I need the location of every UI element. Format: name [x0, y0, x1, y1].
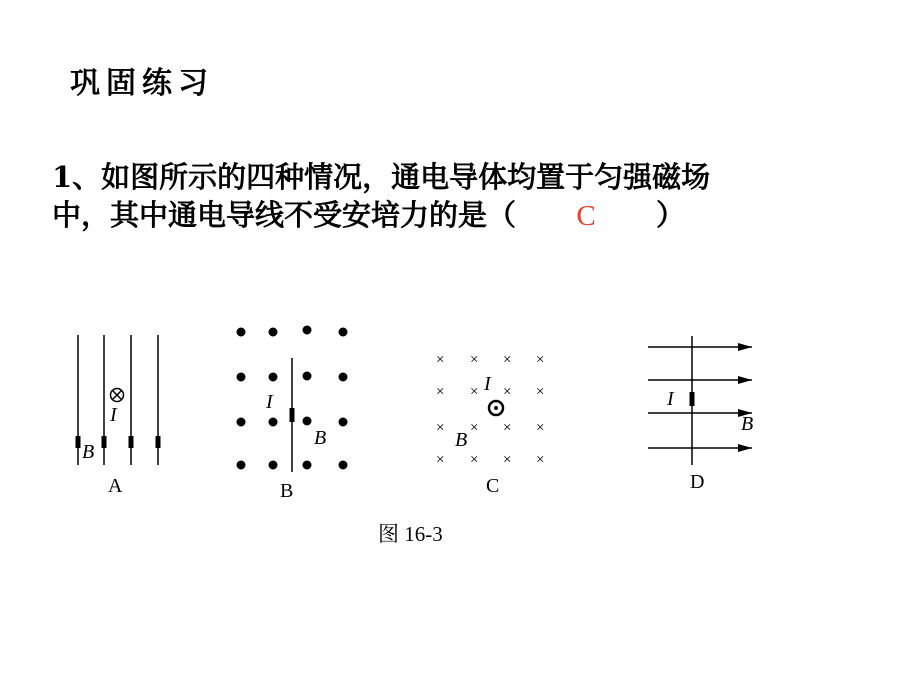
field-cross: ×: [503, 384, 512, 400]
field-cross: ×: [470, 452, 479, 468]
field-dot: [237, 328, 245, 336]
field-dot: [269, 328, 277, 336]
field-cross: ×: [536, 452, 545, 468]
slide-title: 巩固练习: [70, 66, 214, 101]
field-dot: [303, 326, 311, 334]
field-dot: [339, 373, 347, 381]
question-line-2-prefix: 中，其中通电导线不受安培力的是（: [52, 198, 517, 232]
field-arrow: [738, 444, 752, 452]
panel-c-field-label: B: [455, 429, 468, 451]
question-line-1: 1、如图所示的四种情况，通电导体均置于匀强磁场: [52, 160, 711, 194]
field-arrow: [76, 436, 81, 448]
field-dot: [339, 418, 347, 426]
field-arrow: [156, 436, 161, 448]
field-arrow: [738, 376, 752, 384]
field-cross: ×: [470, 352, 479, 368]
field-dot: [237, 373, 245, 381]
field-dot: [339, 328, 347, 336]
panel-d: [648, 336, 752, 465]
field-dot: [269, 461, 277, 469]
question-text: [52, 158, 882, 235]
field-cross: ×: [536, 420, 545, 436]
field-dot: [269, 373, 277, 381]
field-dot: [303, 372, 311, 380]
field-arrow: [738, 343, 752, 351]
panel-a-current-label: I: [110, 404, 117, 426]
panel-d-field-label: B: [741, 413, 754, 435]
panel-c-label: C: [486, 475, 500, 497]
question-line-2: [52, 196, 882, 235]
field-arrow: [129, 436, 134, 448]
field-dot: [303, 461, 311, 469]
figure-16-3: [0, 300, 900, 560]
question-line-2-suffix: ）: [656, 198, 686, 232]
field-dot: [237, 418, 245, 426]
field-cross: ×: [436, 384, 445, 400]
panel-b-field-label: B: [314, 427, 327, 449]
field-dot: [303, 417, 311, 425]
panel-b: [237, 326, 347, 472]
panel-b-current-label: I: [266, 391, 273, 413]
current-out-of-page-symbol: [489, 401, 503, 415]
answer-text: C: [576, 200, 596, 232]
panel-b-label: B: [280, 480, 294, 502]
field-dot: [339, 461, 347, 469]
panel-c-current-label: I: [484, 373, 491, 395]
current-arrow: [690, 392, 695, 406]
field-arrow: [102, 436, 107, 448]
field-cross: ×: [536, 352, 545, 368]
panel-a-label: A: [108, 475, 123, 497]
field-cross: ×: [503, 352, 512, 368]
field-cross: ×: [470, 384, 479, 400]
field-dot: [237, 461, 245, 469]
panel-d-current-label: I: [667, 388, 674, 410]
field-cross: ×: [503, 420, 512, 436]
panel-a-field-label: B: [82, 441, 95, 463]
panel-d-label: D: [690, 471, 705, 493]
figure-caption: 图 16-3: [378, 522, 443, 546]
field-cross: ×: [503, 452, 512, 468]
field-cross: ×: [436, 452, 445, 468]
field-dot: [269, 418, 277, 426]
field-cross: ×: [470, 420, 479, 436]
field-cross: ×: [536, 384, 545, 400]
current-arrow: [290, 408, 295, 422]
field-cross: ×: [436, 420, 445, 436]
field-cross: ×: [436, 352, 445, 368]
